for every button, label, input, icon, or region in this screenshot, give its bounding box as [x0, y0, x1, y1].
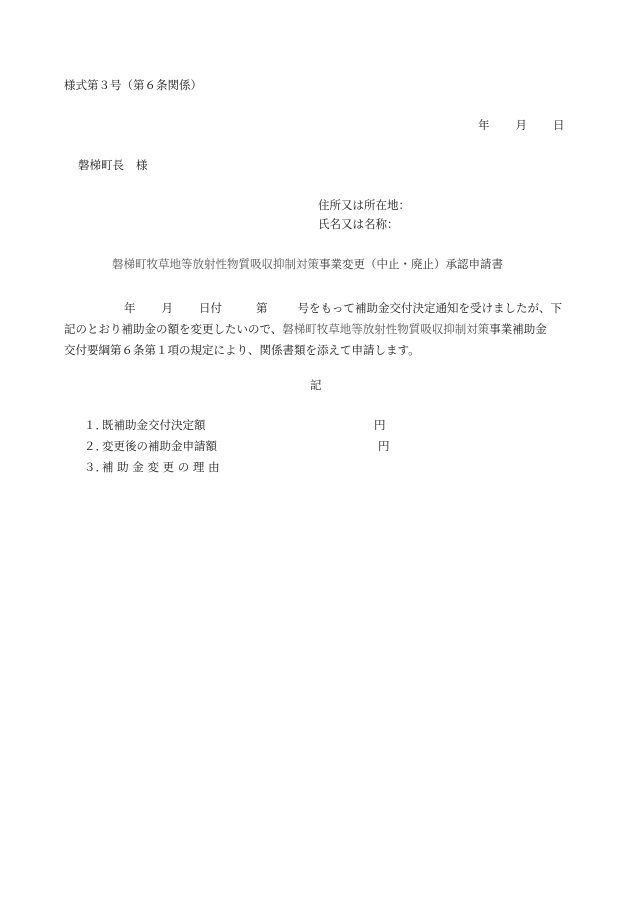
body-paragraph [64, 298, 572, 361]
date-year-label: 年 [478, 118, 490, 132]
addressee-honorific: 様 [136, 158, 148, 172]
item-label: 補 助 金 変 更 の 理 由 [102, 460, 220, 474]
item-number: １． [84, 418, 107, 432]
body-year: 年 [124, 301, 136, 315]
address-label: 住所又は所在地： [318, 198, 410, 212]
document-title-part1: 磐梯町牧草地等放射性物質吸収抑制対策 [112, 257, 319, 271]
date-line [478, 120, 565, 132]
date-month-label: 月 [515, 118, 527, 132]
item-list [84, 418, 390, 483]
body-number-prefix: 第 [256, 301, 268, 315]
body-month: 月 [161, 301, 173, 315]
document-title [112, 259, 503, 271]
body-line-2 [64, 319, 572, 340]
ki-heading: 記 [310, 378, 322, 392]
addressee-name: 磐梯町長 [78, 158, 124, 172]
name-label: 氏名又は名称： [318, 217, 399, 231]
body-line-3: 交付要綱第６条第１項の規定により、関係書類を添えて申請します。 [64, 343, 420, 357]
body-line-2a: 記のとおり補助金の額を変更したいので、 [64, 322, 283, 336]
item-number: ２． [84, 439, 107, 453]
document-title-part2: 事業変更（中止・廃止）承認申請書 [319, 257, 503, 271]
item-unit: 円 [378, 439, 390, 453]
list-item [84, 418, 386, 441]
body-line-1 [64, 298, 572, 319]
item-label: 既補助金交付決定額 [102, 418, 206, 432]
body-line-2b: 磐梯町牧草地等放射性物質吸収抑制対策 [282, 322, 490, 336]
body-line-1-rest: 号をもって補助金交付決定通知を受けましたが、下 [297, 301, 562, 315]
addressee [78, 160, 148, 172]
date-day-label: 日 [553, 118, 565, 132]
item-label: 変更後の補助金申請額 [102, 439, 217, 453]
form-number: 様式第３号（第６条関係） [64, 78, 202, 92]
body-day: 日付 [199, 301, 222, 315]
item-number: ３． [84, 460, 107, 474]
applicant-block [318, 200, 410, 238]
item-unit: 円 [374, 418, 386, 432]
list-item [84, 462, 220, 483]
list-item [84, 439, 390, 462]
body-line-2c: 事業補助金 [489, 322, 547, 336]
